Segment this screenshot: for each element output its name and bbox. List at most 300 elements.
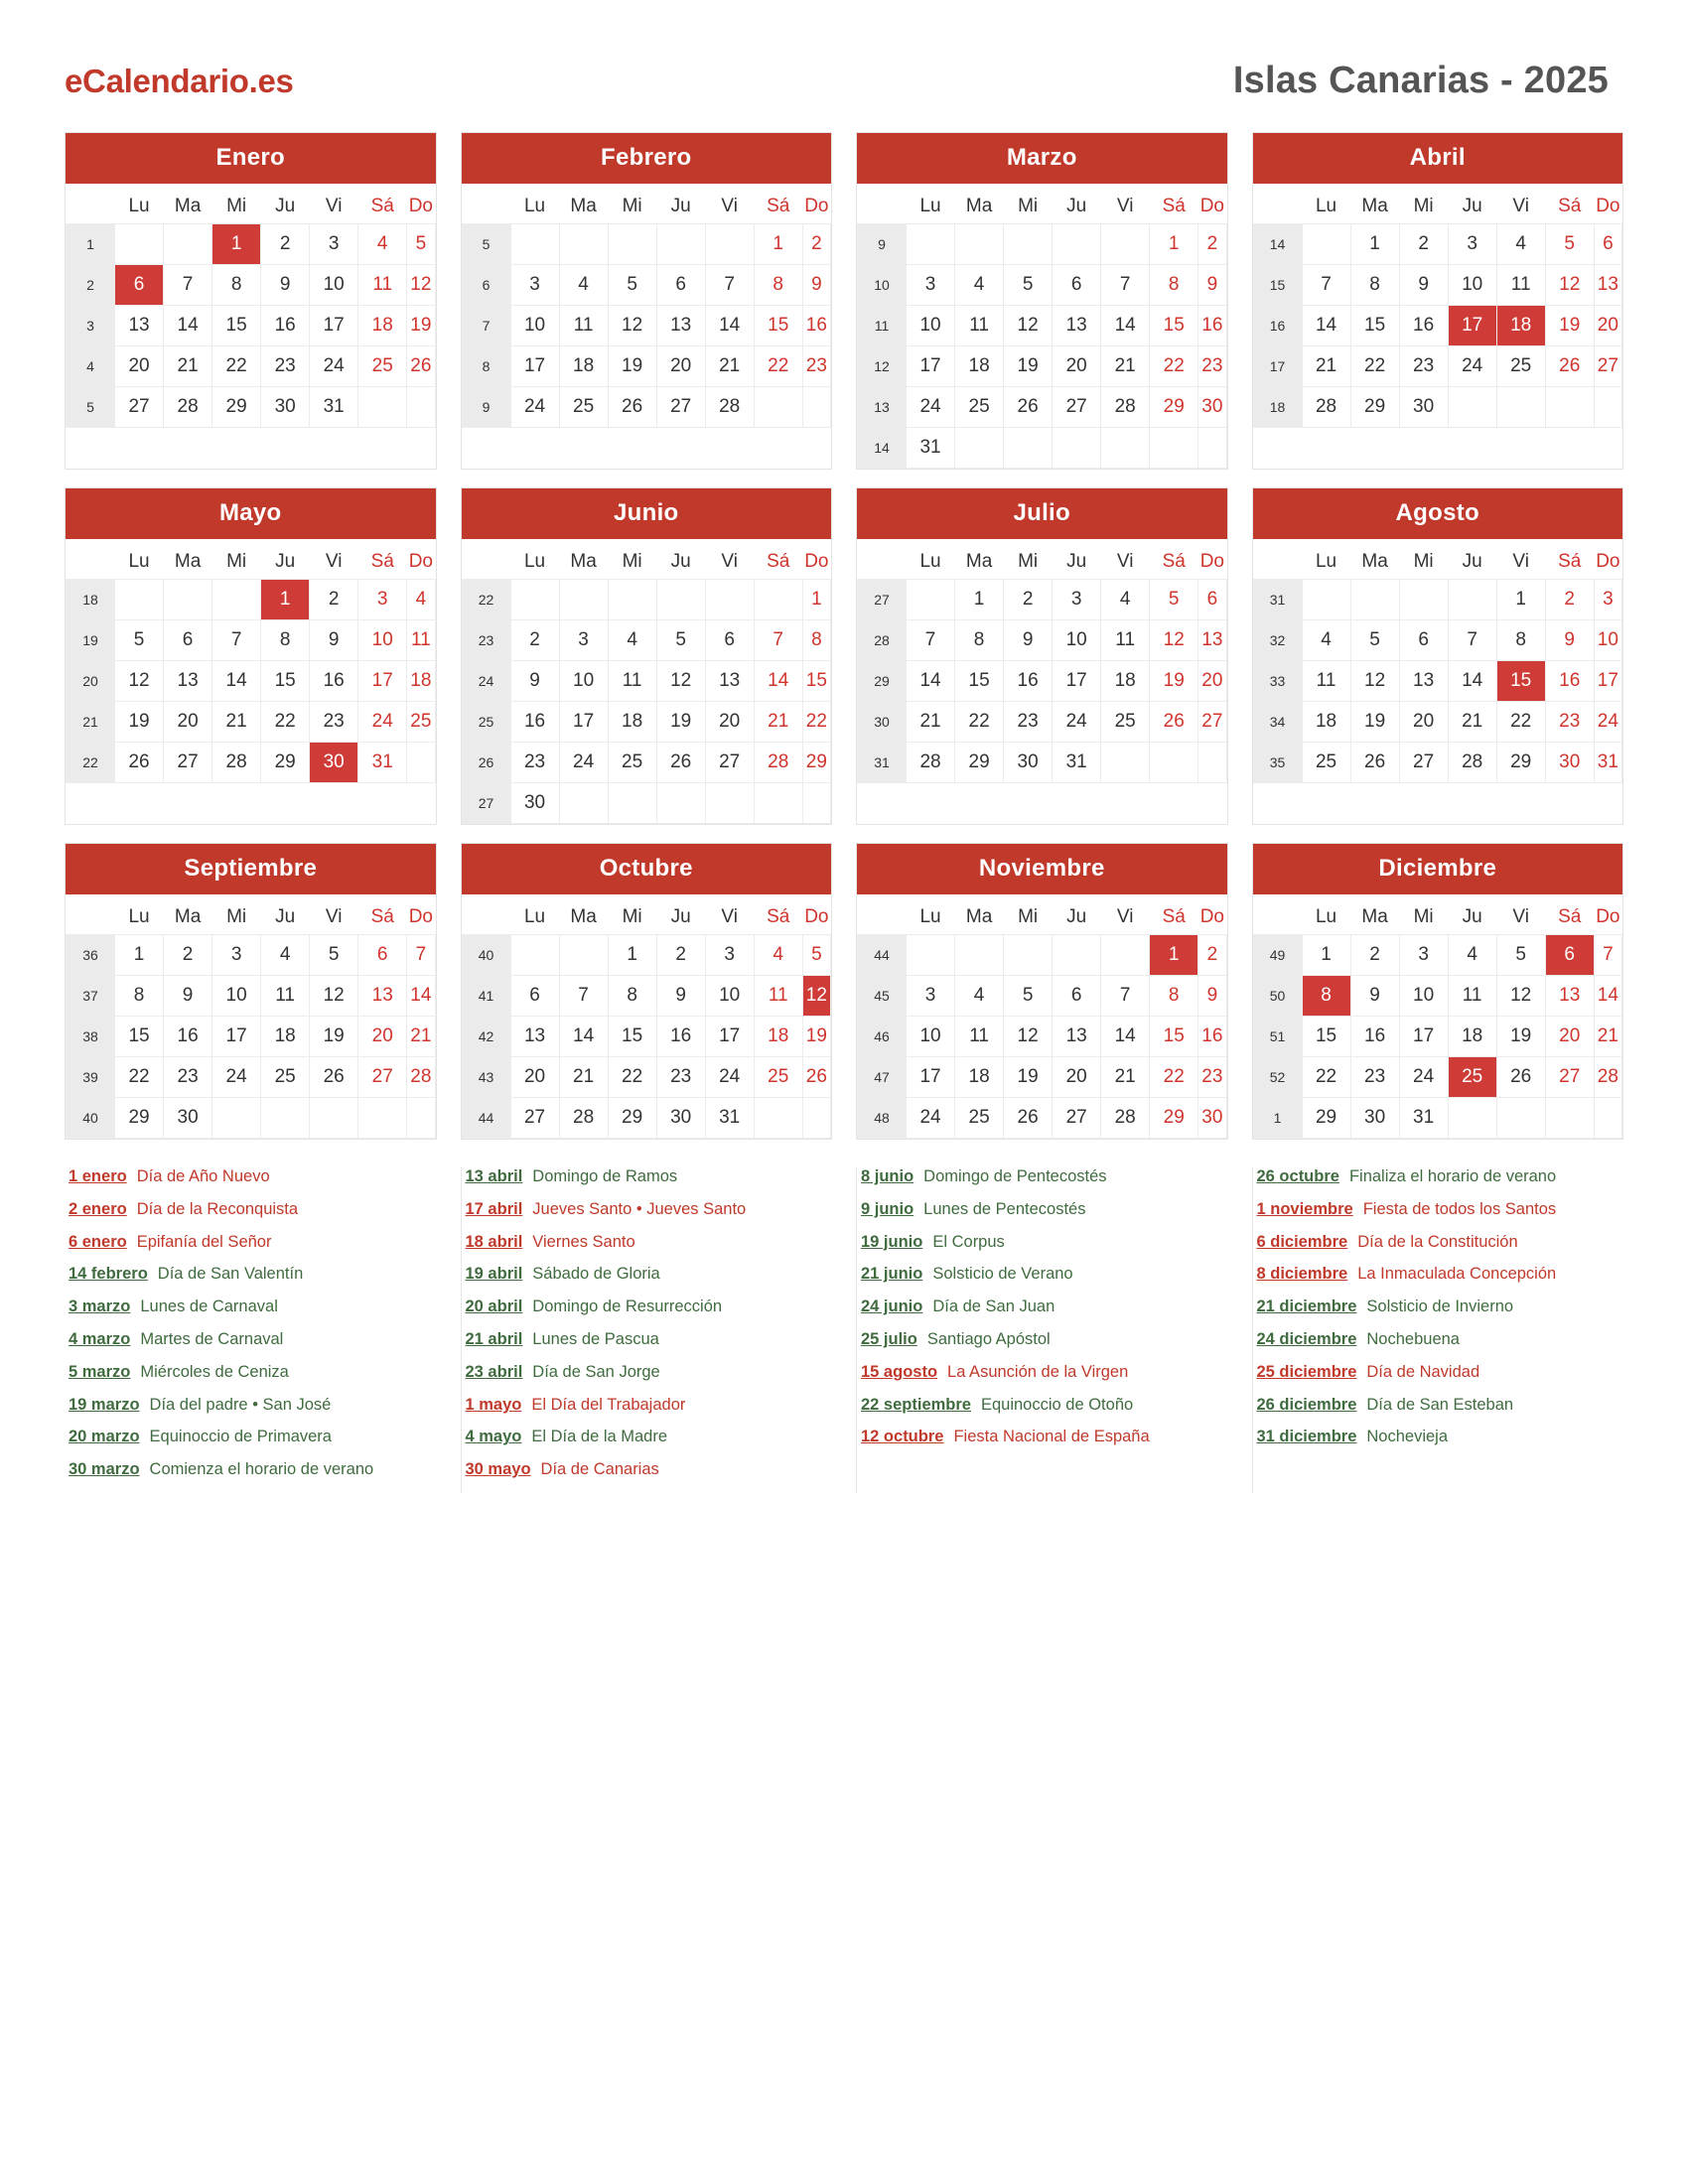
day-cell[interactable]: 29 [1496,743,1545,783]
day-cell[interactable]: 16 [310,661,358,702]
day-cell[interactable]: 10 [212,976,261,1017]
day-cell[interactable]: 24 [559,743,608,783]
day-cell[interactable]: 28 [1594,1057,1621,1098]
day-cell[interactable]: 14 [212,661,261,702]
day-cell[interactable]: 25 [407,702,435,743]
holiday-item[interactable] [861,1265,1224,1285]
day-cell[interactable]: 30 [164,1098,212,1139]
day-cell[interactable]: 7 [1594,935,1621,976]
day-cell[interactable]: 22 [1150,1057,1198,1098]
day-cell[interactable]: 18 [407,661,435,702]
day-cell[interactable]: 20 [656,346,705,387]
day-cell[interactable]: 7 [212,620,261,661]
day-cell[interactable]: 10 [705,976,754,1017]
holiday-item[interactable] [1257,1233,1620,1253]
day-cell[interactable]: 11 [955,1017,1004,1057]
day-cell[interactable]: 17 [1399,1017,1448,1057]
holiday-item[interactable] [466,1396,829,1416]
day-cell[interactable]: 3 [907,976,955,1017]
day-cell[interactable]: 24 [1448,346,1496,387]
day-cell[interactable]: 18 [261,1017,310,1057]
day-cell[interactable]: 30 [656,1098,705,1139]
day-cell[interactable]: 14 [907,661,955,702]
day-cell[interactable]: 14 [705,306,754,346]
day-cell[interactable]: 23 [1545,702,1594,743]
day-cell[interactable]: 30 [510,783,559,824]
day-cell[interactable]: 2 [1198,935,1226,976]
day-cell[interactable]: 17 [212,1017,261,1057]
day-cell[interactable]: 20 [705,702,754,743]
day-cell[interactable]: 30 [1545,743,1594,783]
holiday-item[interactable] [1257,1297,1620,1317]
day-cell[interactable]: 21 [164,346,212,387]
day-cell[interactable]: 26 [1004,387,1053,428]
day-cell[interactable]: 11 [407,620,435,661]
day-cell[interactable]: 5 [1350,620,1399,661]
holiday-item[interactable] [1257,1363,1620,1383]
day-cell[interactable]: 8 [1350,265,1399,306]
day-cell[interactable]: 26 [115,743,164,783]
day-cell[interactable]: 2 [310,580,358,620]
site-logo[interactable]: eCalendario.es [65,62,294,99]
day-cell[interactable]: 19 [1350,702,1399,743]
day-cell[interactable]: 26 [656,743,705,783]
day-cell[interactable]: 1 [115,935,164,976]
day-cell[interactable]: 27 [164,743,212,783]
day-cell[interactable]: 2 [261,224,310,265]
day-cell[interactable]: 17 [1448,306,1496,346]
day-cell[interactable]: 14 [1594,976,1621,1017]
day-cell[interactable]: 13 [705,661,754,702]
day-cell[interactable]: 18 [1496,306,1545,346]
day-cell[interactable]: 17 [510,346,559,387]
day-cell[interactable]: 1 [1302,935,1350,976]
day-cell[interactable]: 4 [955,265,1004,306]
day-cell[interactable]: 19 [1150,661,1198,702]
day-cell[interactable]: 31 [1399,1098,1448,1139]
day-cell[interactable]: 22 [1496,702,1545,743]
day-cell[interactable]: 13 [358,976,407,1017]
day-cell[interactable]: 22 [1350,346,1399,387]
day-cell[interactable]: 10 [310,265,358,306]
day-cell[interactable]: 25 [1302,743,1350,783]
day-cell[interactable]: 4 [559,265,608,306]
day-cell[interactable]: 23 [1399,346,1448,387]
day-cell[interactable]: 31 [310,387,358,428]
holiday-item[interactable] [69,1233,433,1253]
day-cell[interactable]: 30 [1198,1098,1226,1139]
day-cell[interactable]: 11 [559,306,608,346]
day-cell[interactable]: 28 [1101,387,1150,428]
day-cell[interactable]: 11 [358,265,407,306]
day-cell[interactable]: 13 [1053,306,1101,346]
day-cell[interactable]: 18 [608,702,656,743]
day-cell[interactable]: 27 [705,743,754,783]
day-cell[interactable]: 28 [754,743,802,783]
day-cell[interactable]: 4 [754,935,802,976]
day-cell[interactable]: 3 [1053,580,1101,620]
day-cell[interactable]: 7 [1101,976,1150,1017]
day-cell[interactable]: 15 [1150,1017,1198,1057]
day-cell[interactable]: 9 [656,976,705,1017]
day-cell[interactable]: 29 [1150,387,1198,428]
day-cell[interactable]: 16 [1198,306,1226,346]
day-cell[interactable]: 17 [1053,661,1101,702]
holiday-item[interactable] [861,1200,1224,1220]
day-cell[interactable]: 1 [754,224,802,265]
day-cell[interactable]: 1 [1496,580,1545,620]
day-cell[interactable]: 15 [1150,306,1198,346]
day-cell[interactable]: 3 [358,580,407,620]
day-cell[interactable]: 18 [955,346,1004,387]
day-cell[interactable]: 5 [802,935,830,976]
day-cell[interactable]: 8 [802,620,830,661]
day-cell[interactable]: 4 [407,580,435,620]
day-cell[interactable]: 2 [510,620,559,661]
day-cell[interactable]: 2 [1350,935,1399,976]
holiday-item[interactable] [861,1428,1224,1447]
day-cell[interactable]: 23 [1198,346,1226,387]
holiday-item[interactable] [466,1428,829,1447]
day-cell[interactable]: 24 [212,1057,261,1098]
day-cell[interactable]: 30 [261,387,310,428]
day-cell[interactable]: 28 [407,1057,435,1098]
day-cell[interactable]: 21 [754,702,802,743]
day-cell[interactable]: 27 [1399,743,1448,783]
day-cell[interactable]: 20 [115,346,164,387]
day-cell[interactable]: 21 [1448,702,1496,743]
holiday-item[interactable] [1257,1428,1620,1447]
day-cell[interactable]: 25 [1496,346,1545,387]
day-cell[interactable]: 17 [310,306,358,346]
day-cell[interactable]: 11 [1302,661,1350,702]
day-cell[interactable]: 11 [1496,265,1545,306]
day-cell[interactable]: 6 [1053,265,1101,306]
day-cell[interactable]: 7 [705,265,754,306]
day-cell[interactable]: 23 [656,1057,705,1098]
holiday-item[interactable] [861,1167,1224,1187]
day-cell[interactable]: 26 [1004,1098,1053,1139]
holiday-item[interactable] [466,1265,829,1285]
day-cell[interactable]: 6 [705,620,754,661]
day-cell[interactable]: 23 [164,1057,212,1098]
day-cell[interactable]: 6 [1053,976,1101,1017]
day-cell[interactable]: 28 [164,387,212,428]
day-cell[interactable]: 20 [1545,1017,1594,1057]
day-cell[interactable]: 13 [115,306,164,346]
day-cell[interactable]: 18 [358,306,407,346]
day-cell[interactable]: 4 [1302,620,1350,661]
day-cell[interactable]: 12 [1496,976,1545,1017]
day-cell[interactable]: 22 [608,1057,656,1098]
day-cell[interactable]: 14 [754,661,802,702]
day-cell[interactable]: 4 [955,976,1004,1017]
day-cell[interactable]: 21 [1101,346,1150,387]
day-cell[interactable]: 9 [164,976,212,1017]
day-cell[interactable]: 19 [407,306,435,346]
day-cell[interactable]: 25 [955,1098,1004,1139]
day-cell[interactable]: 28 [212,743,261,783]
day-cell[interactable]: 26 [1350,743,1399,783]
day-cell[interactable]: 20 [164,702,212,743]
day-cell[interactable]: 25 [955,387,1004,428]
day-cell[interactable]: 5 [1004,265,1053,306]
day-cell[interactable]: 19 [802,1017,830,1057]
day-cell[interactable]: 26 [802,1057,830,1098]
holiday-item[interactable] [69,1200,433,1220]
day-cell[interactable]: 7 [907,620,955,661]
day-cell[interactable]: 19 [310,1017,358,1057]
holiday-item[interactable] [69,1428,433,1447]
holiday-item[interactable] [69,1330,433,1350]
day-cell[interactable]: 12 [1004,1017,1053,1057]
day-cell[interactable]: 23 [310,702,358,743]
day-cell[interactable]: 4 [608,620,656,661]
day-cell[interactable]: 27 [358,1057,407,1098]
day-cell[interactable]: 22 [115,1057,164,1098]
day-cell[interactable]: 29 [1350,387,1399,428]
day-cell[interactable]: 8 [1302,976,1350,1017]
day-cell[interactable]: 4 [261,935,310,976]
day-cell[interactable]: 8 [754,265,802,306]
holiday-item[interactable] [1257,1200,1620,1220]
day-cell[interactable]: 8 [1496,620,1545,661]
day-cell[interactable]: 28 [1448,743,1496,783]
day-cell[interactable]: 31 [358,743,407,783]
day-cell[interactable]: 19 [1545,306,1594,346]
day-cell[interactable]: 15 [608,1017,656,1057]
day-cell[interactable]: 14 [1101,1017,1150,1057]
day-cell[interactable]: 12 [608,306,656,346]
day-cell[interactable]: 22 [212,346,261,387]
day-cell[interactable]: 6 [358,935,407,976]
day-cell[interactable]: 4 [1496,224,1545,265]
day-cell[interactable]: 5 [656,620,705,661]
day-cell[interactable]: 3 [1448,224,1496,265]
day-cell[interactable]: 16 [510,702,559,743]
day-cell[interactable]: 29 [1150,1098,1198,1139]
day-cell[interactable]: 30 [1198,387,1226,428]
day-cell[interactable]: 27 [510,1098,559,1139]
day-cell[interactable]: 11 [754,976,802,1017]
day-cell[interactable]: 8 [1150,265,1198,306]
day-cell[interactable]: 16 [656,1017,705,1057]
day-cell[interactable]: 17 [358,661,407,702]
day-cell[interactable]: 1 [608,935,656,976]
day-cell[interactable]: 20 [358,1017,407,1057]
day-cell[interactable]: 9 [1198,976,1226,1017]
day-cell[interactable]: 27 [656,387,705,428]
day-cell[interactable]: 8 [1150,976,1198,1017]
day-cell[interactable]: 17 [559,702,608,743]
day-cell[interactable]: 26 [407,346,435,387]
day-cell[interactable]: 21 [1101,1057,1150,1098]
day-cell[interactable]: 23 [802,346,830,387]
day-cell[interactable]: 24 [358,702,407,743]
holiday-item[interactable] [1257,1330,1620,1350]
day-cell[interactable]: 12 [407,265,435,306]
day-cell[interactable]: 29 [115,1098,164,1139]
day-cell[interactable]: 16 [1004,661,1053,702]
day-cell[interactable]: 30 [1350,1098,1399,1139]
day-cell[interactable]: 27 [1198,702,1226,743]
day-cell[interactable]: 16 [261,306,310,346]
holiday-item[interactable] [69,1297,433,1317]
day-cell[interactable]: 26 [608,387,656,428]
day-cell[interactable]: 21 [907,702,955,743]
day-cell[interactable]: 8 [608,976,656,1017]
day-cell[interactable]: 12 [802,976,830,1017]
day-cell[interactable]: 23 [261,346,310,387]
day-cell[interactable]: 16 [164,1017,212,1057]
holiday-item[interactable] [466,1233,829,1253]
day-cell[interactable]: 15 [754,306,802,346]
day-cell[interactable]: 17 [1594,661,1621,702]
day-cell[interactable]: 27 [1053,1098,1101,1139]
day-cell[interactable]: 23 [510,743,559,783]
day-cell[interactable]: 18 [754,1017,802,1057]
day-cell[interactable]: 23 [1350,1057,1399,1098]
day-cell[interactable]: 31 [1053,743,1101,783]
day-cell[interactable]: 27 [115,387,164,428]
day-cell[interactable]: 1 [1350,224,1399,265]
day-cell[interactable]: 22 [955,702,1004,743]
day-cell[interactable]: 24 [705,1057,754,1098]
day-cell[interactable]: 9 [1198,265,1226,306]
day-cell[interactable]: 29 [802,743,830,783]
day-cell[interactable]: 16 [1198,1017,1226,1057]
holiday-item[interactable] [466,1200,829,1220]
day-cell[interactable]: 3 [559,620,608,661]
holiday-item[interactable] [69,1363,433,1383]
day-cell[interactable]: 26 [1150,702,1198,743]
day-cell[interactable]: 10 [559,661,608,702]
day-cell[interactable]: 2 [1004,580,1053,620]
day-cell[interactable]: 21 [1302,346,1350,387]
day-cell[interactable]: 28 [1101,1098,1150,1139]
day-cell[interactable]: 21 [705,346,754,387]
holiday-item[interactable] [466,1297,829,1317]
day-cell[interactable]: 14 [1302,306,1350,346]
day-cell[interactable]: 13 [1545,976,1594,1017]
day-cell[interactable]: 25 [358,346,407,387]
day-cell[interactable]: 7 [1448,620,1496,661]
holiday-item[interactable] [69,1460,433,1480]
day-cell[interactable]: 15 [1302,1017,1350,1057]
day-cell[interactable]: 29 [1302,1098,1350,1139]
day-cell[interactable]: 16 [1545,661,1594,702]
day-cell[interactable]: 11 [1448,976,1496,1017]
day-cell[interactable]: 9 [261,265,310,306]
day-cell[interactable]: 20 [510,1057,559,1098]
day-cell[interactable]: 19 [656,702,705,743]
day-cell[interactable]: 7 [407,935,435,976]
day-cell[interactable]: 22 [1302,1057,1350,1098]
day-cell[interactable]: 10 [907,1017,955,1057]
day-cell[interactable]: 6 [656,265,705,306]
day-cell[interactable]: 10 [1594,620,1621,661]
day-cell[interactable]: 12 [1004,306,1053,346]
holiday-item[interactable] [69,1167,433,1187]
day-cell[interactable]: 4 [1448,935,1496,976]
day-cell[interactable]: 9 [1545,620,1594,661]
day-cell[interactable]: 31 [907,428,955,469]
day-cell[interactable]: 8 [212,265,261,306]
day-cell[interactable]: 13 [510,1017,559,1057]
day-cell[interactable]: 2 [802,224,830,265]
day-cell[interactable]: 4 [1101,580,1150,620]
day-cell[interactable]: 9 [1004,620,1053,661]
day-cell[interactable]: 25 [1101,702,1150,743]
day-cell[interactable]: 14 [1448,661,1496,702]
holiday-item[interactable] [466,1167,829,1187]
day-cell[interactable]: 3 [1594,580,1621,620]
day-cell[interactable]: 2 [1198,224,1226,265]
day-cell[interactable]: 22 [261,702,310,743]
day-cell[interactable]: 20 [1198,661,1226,702]
day-cell[interactable]: 7 [754,620,802,661]
day-cell[interactable]: 19 [115,702,164,743]
day-cell[interactable]: 12 [310,976,358,1017]
day-cell[interactable]: 13 [656,306,705,346]
day-cell[interactable]: 10 [1053,620,1101,661]
day-cell[interactable]: 12 [1350,661,1399,702]
day-cell[interactable]: 1 [212,224,261,265]
day-cell[interactable]: 6 [1198,580,1226,620]
day-cell[interactable]: 1 [955,580,1004,620]
day-cell[interactable]: 25 [559,387,608,428]
day-cell[interactable]: 18 [559,346,608,387]
day-cell[interactable]: 18 [1448,1017,1496,1057]
day-cell[interactable]: 2 [1545,580,1594,620]
day-cell[interactable]: 11 [1101,620,1150,661]
day-cell[interactable]: 14 [559,1017,608,1057]
holiday-item[interactable] [861,1330,1224,1350]
day-cell[interactable]: 15 [955,661,1004,702]
day-cell[interactable]: 6 [510,976,559,1017]
day-cell[interactable]: 11 [261,976,310,1017]
day-cell[interactable]: 9 [510,661,559,702]
day-cell[interactable]: 1 [1150,935,1198,976]
day-cell[interactable]: 25 [608,743,656,783]
day-cell[interactable]: 10 [1448,265,1496,306]
day-cell[interactable]: 20 [1053,346,1101,387]
day-cell[interactable]: 15 [261,661,310,702]
day-cell[interactable]: 21 [1594,1017,1621,1057]
day-cell[interactable]: 8 [955,620,1004,661]
day-cell[interactable]: 14 [164,306,212,346]
day-cell[interactable]: 13 [164,661,212,702]
day-cell[interactable]: 2 [164,935,212,976]
day-cell[interactable]: 5 [115,620,164,661]
day-cell[interactable]: 8 [115,976,164,1017]
day-cell[interactable]: 3 [510,265,559,306]
day-cell[interactable]: 19 [1004,1057,1053,1098]
day-cell[interactable]: 10 [510,306,559,346]
day-cell[interactable]: 10 [907,306,955,346]
day-cell[interactable]: 3 [1399,935,1448,976]
day-cell[interactable]: 23 [1198,1057,1226,1098]
day-cell[interactable]: 5 [310,935,358,976]
day-cell[interactable]: 28 [1302,387,1350,428]
day-cell[interactable]: 15 [115,1017,164,1057]
day-cell[interactable]: 29 [955,743,1004,783]
day-cell[interactable]: 28 [705,387,754,428]
day-cell[interactable]: 14 [407,976,435,1017]
day-cell[interactable]: 21 [407,1017,435,1057]
day-cell[interactable]: 13 [1594,265,1621,306]
day-cell[interactable]: 30 [1004,743,1053,783]
